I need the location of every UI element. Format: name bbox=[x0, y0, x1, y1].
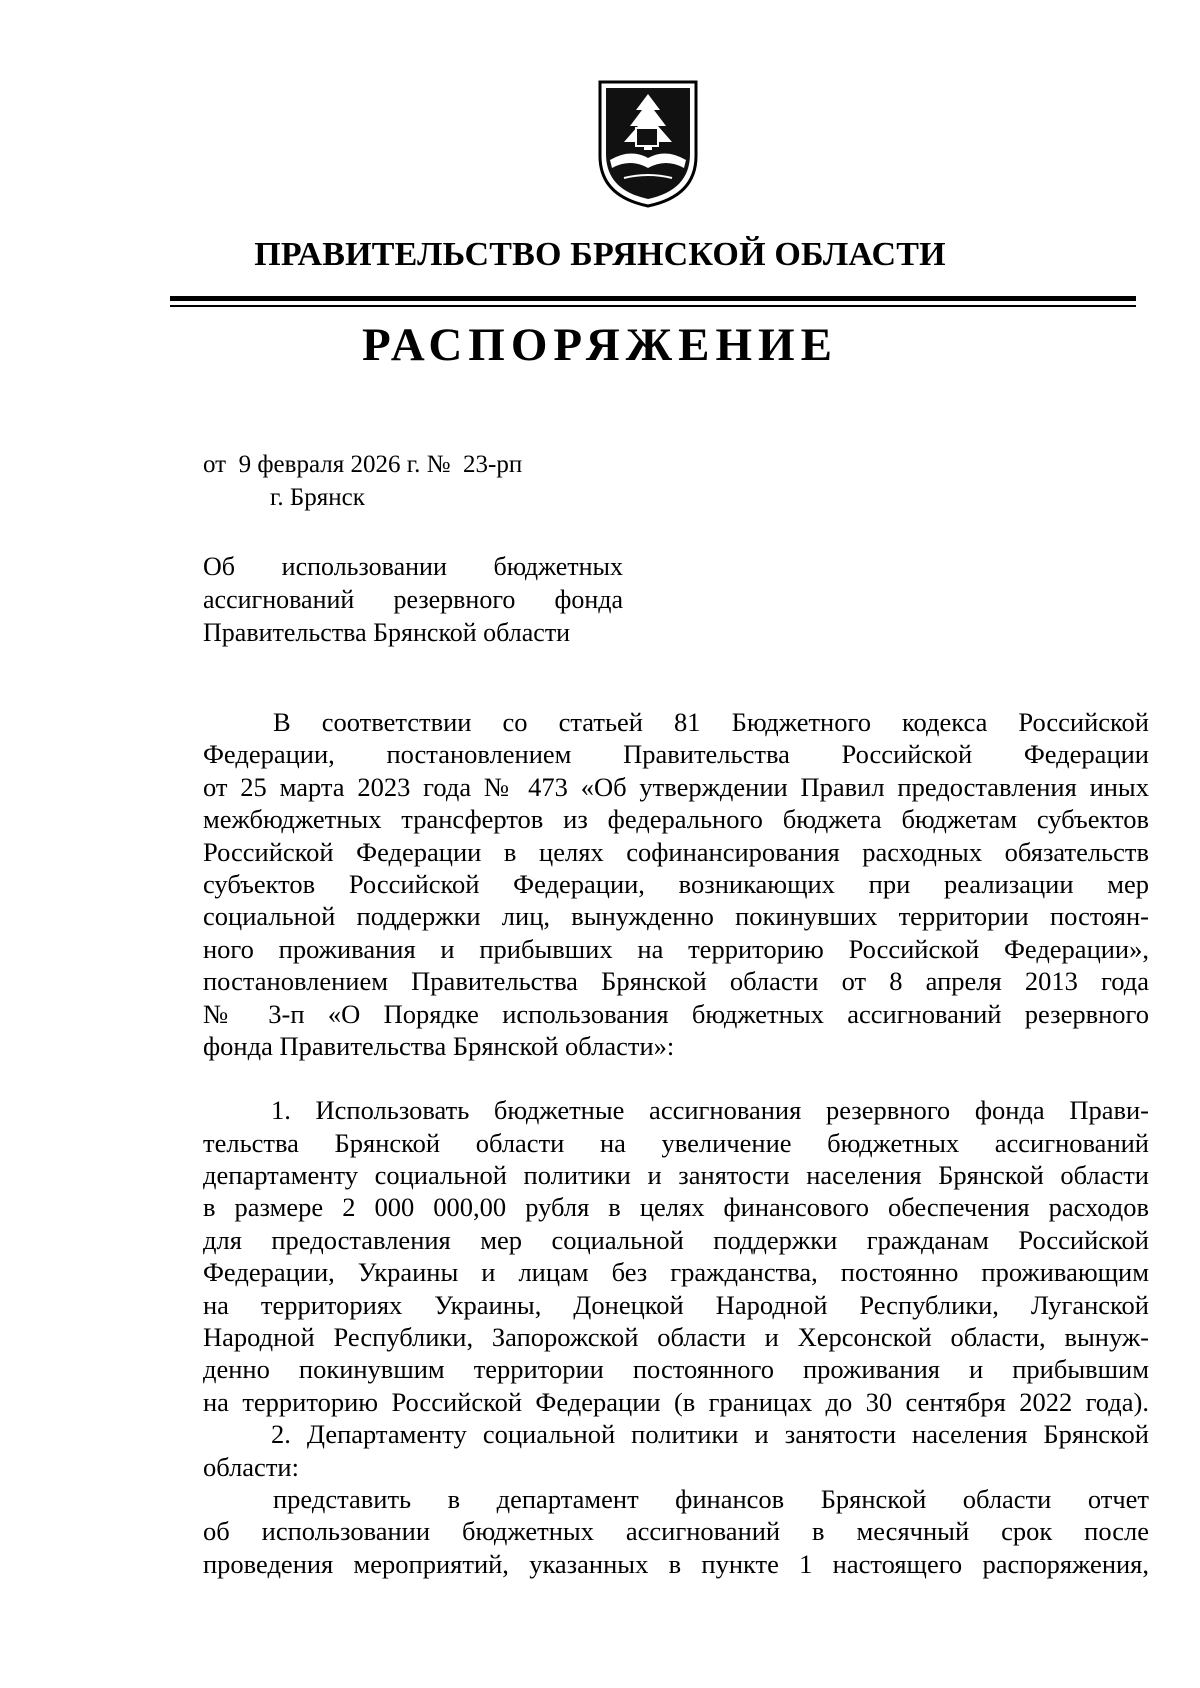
body-line: 2. Департаменту социальной политики и занятости населения Брянской bbox=[271, 1419, 1149, 1450]
body-line: ного проживания и прибывших на территорию Российской Федерации», bbox=[203, 933, 1149, 964]
body-line: проведения мероприятий, указанных в пункте 1 настоящего распоряжения, bbox=[203, 1548, 1149, 1579]
subject-line: ассигнований резервного фонда bbox=[203, 585, 623, 614]
body-line: об использовании бюджетных ассигнований в месячный срок после bbox=[203, 1516, 1149, 1547]
body-line: Федерации, Украины и лицам без гражданства, постоянно проживающим bbox=[203, 1257, 1149, 1288]
organization-name: ПРАВИТЕЛЬСТВО БРЯНСКОЙ ОБЛАСТИ bbox=[254, 236, 946, 273]
body-line: Федерации, постановлением Правительства Российской Федерации bbox=[203, 739, 1149, 770]
body-line: Народной Республики, Запорожской области и Херсонской области, вынуж- bbox=[203, 1322, 1149, 1353]
document-date-number: от 9 февраля 2026 г. № 23-рп bbox=[203, 451, 523, 478]
body-line: субъектов Российской Федерации, возникающих при реализации мер bbox=[203, 868, 1149, 899]
subject-line: Об использовании бюджетных bbox=[203, 552, 623, 581]
body-line: В соответствии со статьей 81 Бюджетного кодекса Российской bbox=[273, 707, 1149, 737]
item-2-subparagraph bbox=[203, 1483, 1149, 1580]
document-type-title: РАСПОРЯЖЕНИЕ bbox=[362, 319, 838, 371]
body-line: в размере 2 000 000,00 рубля в целях финансового обеспечения расходов bbox=[203, 1192, 1149, 1223]
body-line: постановлением Правительства Брянской области от 8 апреля 2013 года bbox=[203, 966, 1149, 997]
body-line: представить в департамент финансов Брянской области отчет bbox=[273, 1483, 1149, 1514]
body-line: межбюджетных трансфертов из федерального бюджета бюджетам субъектов bbox=[203, 804, 1149, 835]
body-line: департаменту социальной политики и занятости населения Брянской области bbox=[203, 1160, 1149, 1191]
body-line: на территорию Российской Федерации (в границах до 30 сентября 2022 года). bbox=[203, 1386, 1149, 1417]
body-line: области: bbox=[203, 1451, 299, 1482]
body-line: 1. Использовать бюджетные ассигнования резервного фонда Прави- bbox=[271, 1095, 1149, 1126]
body-line: денно покинувшим территории постоянного проживания и прибывшим bbox=[203, 1354, 1149, 1385]
body-line: на территориях Украины, Донецкой Народной Республики, Луганской bbox=[203, 1289, 1149, 1320]
body-line: Российской Федерации в целях софинансирования расходных обязательств bbox=[203, 836, 1149, 867]
header-rule-thick bbox=[170, 296, 1136, 301]
item-2-paragraph bbox=[203, 1418, 1149, 1483]
header-rule-thin bbox=[170, 305, 1136, 307]
subject-line: Правительства Брянской области bbox=[203, 618, 571, 647]
document-body bbox=[203, 706, 1149, 1580]
item-1-paragraph bbox=[203, 1094, 1149, 1418]
document-subject bbox=[203, 550, 623, 649]
body-line: фонда Правительства Брянской области»: bbox=[203, 1030, 675, 1061]
document-city: г. Брянск bbox=[270, 484, 365, 511]
body-line: тельства Брянской области на увеличение бюджетных ассигнований bbox=[203, 1127, 1149, 1158]
body-line: № 3-п «О Порядке использования бюджетных ассигнований резервного bbox=[203, 998, 1149, 1029]
preamble-paragraph bbox=[203, 706, 1149, 1062]
body-line: для предоставления мер социальной поддержки гражданам Российской bbox=[203, 1224, 1149, 1255]
body-line: от 25 марта 2023 года № 473 «Об утверждении Правил предоставления иных bbox=[203, 771, 1149, 802]
body-line: социальной поддержки лиц, вынужденно покинувших территории постоян- bbox=[203, 901, 1149, 932]
coat-of-arms-icon bbox=[594, 78, 702, 210]
